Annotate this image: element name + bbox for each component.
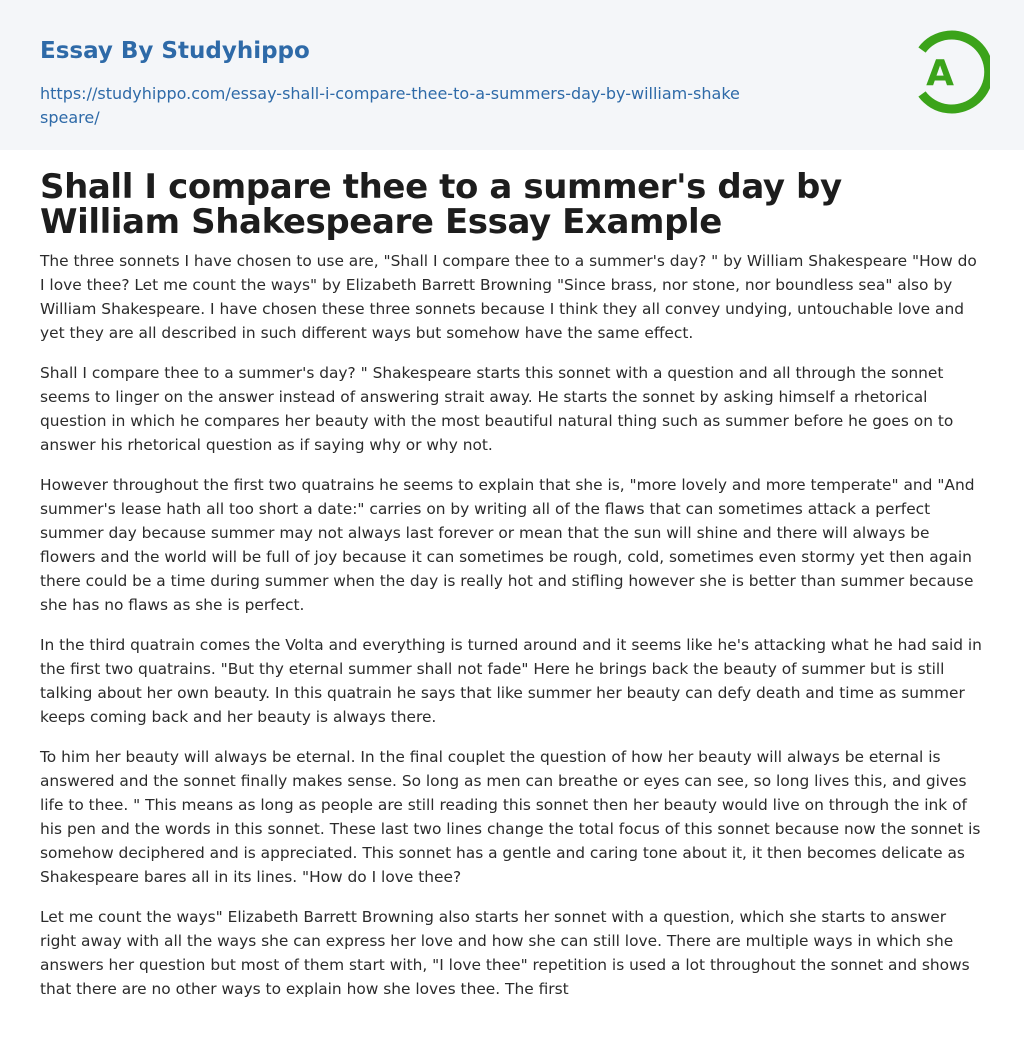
site-brand[interactable]: Essay By Studyhippo: [40, 38, 310, 64]
source-url-link[interactable]: https://studyhippo.com/essay-shall-i-compare-thee-to-a-summers-day-by-william-shakespeare/: [40, 84, 740, 127]
essay-paragraph: Let me count the ways" Elizabeth Barrett Browning also starts her sonnet with a question, which she starts to answer right away with all the ways she can express her love and how she can still love. There are multiple ways in which she answers her question but most of them start with, "I love thee" repetition is used a lot throughout the sonnet and shows that there are no other ways to explain how she loves thee. The first: [40, 908, 970, 998]
essay-body: [40, 249, 985, 1017]
studyhippo-logo-icon[interactable]: [906, 28, 990, 116]
site-header: [0, 0, 1024, 150]
essay-paragraph: However throughout the first two quatrains he seems to explain that she is, "more lovely and more temperate" and "And summer's lease hath all too short a date:" carries on by writing all of the flaws that can sometimes attack a perfect summer day because summer may not always last forever or mean that the sun will shine and there will always be flowers and the world will be full of joy because it can sometimes be rough, cold, sometimes even stormy yet then again there could be a time during summer when the day is really hot and stifling however she is better than summer because she has no flaws as she is perfect.: [40, 476, 975, 614]
essay-paragraph: To him her beauty will always be eternal. In the final couplet the question of how her beauty will always be eternal is answered and the sonnet finally makes sense. So long as men can breathe or eyes can see, so long lives this, and gives life to thee. " This means as long as people are still reading this sonnet then her beauty would live on through the ink of his pen and the words in this sonnet. These last two lines change the total focus of this sonnet because now the sonnet is somehow deciphered and is appreciated. This sonnet has a gentle and caring tone about it, it then becomes delicate as Shakespeare bares all in its lines. "How do I love thee?: [40, 748, 981, 886]
essay-paragraph: The three sonnets I have chosen to use are, "Shall I compare thee to a summer's day? " by William Shakespeare "How do I love thee? Let me count the ways" by Elizabeth Barrett Browning "Since brass, nor stone, nor boundless sea" also by William Shakespeare. I have chosen these three sonnets because I think they all convey undying, untouchable love and yet they are all described in such different ways but somehow have the same effect.: [40, 252, 977, 342]
essay-title: Shall I compare thee to a summer's day by William Shakespeare Essay Example: [40, 167, 842, 242]
logo-letter: A: [926, 53, 954, 94]
essay-paragraph: Shall I compare thee to a summer's day? " Shakespeare starts this sonnet with a question and all through the sonnet seems to linger on the answer instead of answering strait away. He starts the sonnet by asking himself a rhetorical question in which he compares her beauty with the most beautiful natural thing such as summer before he goes on to answer his rhetorical question as if saying why or why not.: [40, 364, 954, 454]
essay-paragraph: In the third quatrain comes the Volta and everything is turned around and it seems like he's attacking what he had said in the first two quatrains. "But thy eternal summer shall not fade" Here he brings back the beauty of summer but is still talking about her own beauty. In this quatrain he says that like summer her beauty can defy death and time as summer keeps coming back and her beauty is always there.: [40, 636, 982, 726]
